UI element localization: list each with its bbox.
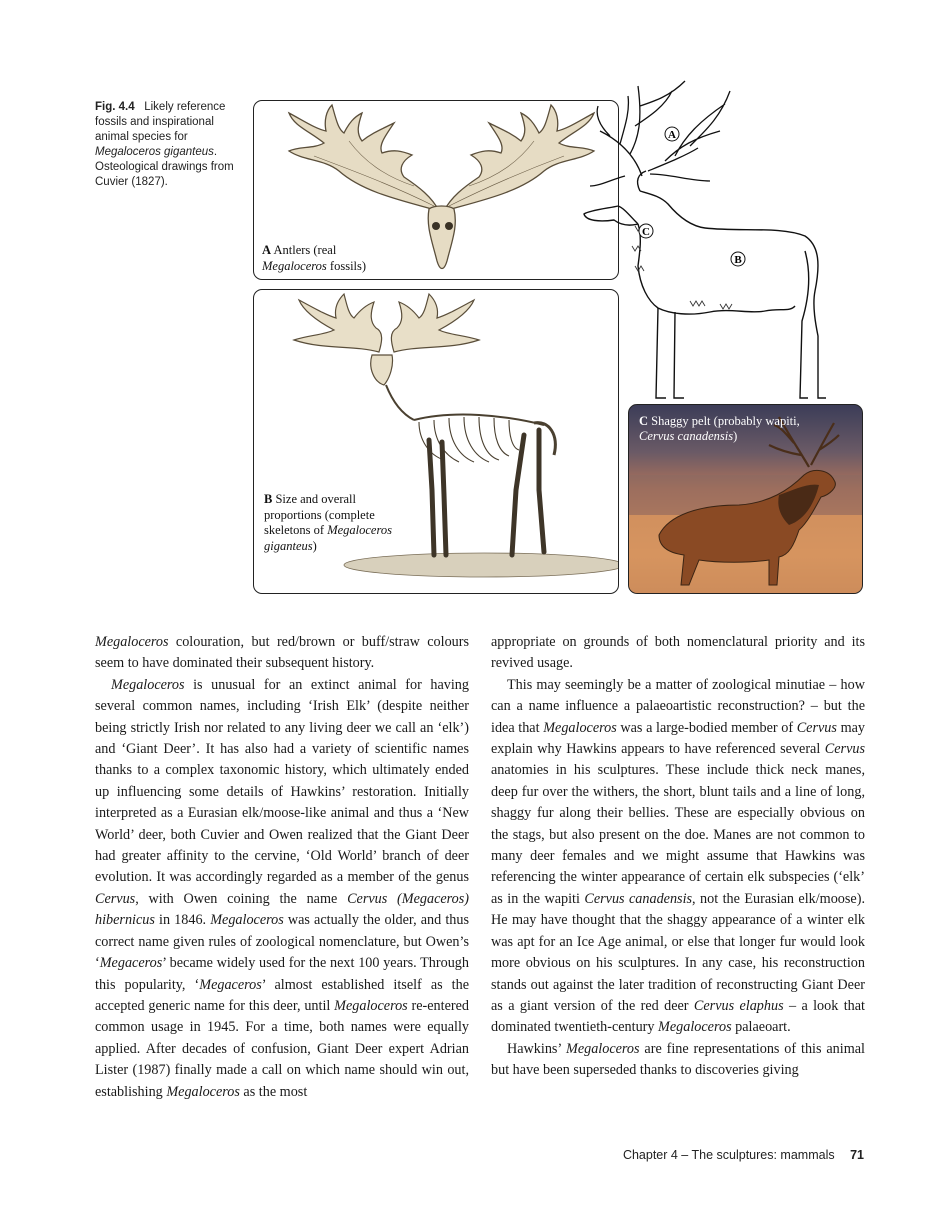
panel-a-antlers (253, 100, 619, 280)
page-footer (623, 1148, 864, 1162)
panel-c-text: Shaggy pelt (probably wapiti, (651, 414, 800, 428)
caption-text: Likely reference fossils and inspirational animal species for (95, 101, 226, 143)
body-paragraph: Hawkins’ Megaloceros are fine representations of this animal but have been superseded thanks to discoveries giving (491, 1040, 865, 1079)
panel-b-label (264, 492, 399, 554)
panel-c-tail: ) (733, 429, 738, 443)
panel-b-species: Megaloceros giganteus (264, 523, 392, 553)
marker-b: B (734, 254, 742, 266)
caption-tail: . Osteological drawings from Cuvier (1827). (95, 146, 234, 188)
panel-c-label (639, 414, 800, 444)
panel-a-label (262, 243, 366, 274)
panel-c-letter: C (639, 414, 649, 428)
deer-outline-drawing (580, 76, 840, 406)
figure-caption (95, 100, 240, 190)
panel-a-species: Megaloceros (262, 258, 327, 273)
panel-c-species: Cervus canadensis (639, 429, 734, 443)
marker-c: C (642, 226, 650, 238)
panel-a-tail: fossils) (329, 258, 367, 273)
body-paragraph: appropriate on grounds of both nomenclatural priority and its revived usage. (491, 634, 865, 672)
panel-b-text: Size and overall proportions (complete skeletons of (264, 492, 375, 537)
body-column-right (491, 632, 865, 1082)
body-paragraph: This may seemingly be a matter of zoological minutiae – how can a name influence a palaeoartistic reconstruction? – but the idea that Megaloceros was a large-bodied member of Cervus may explain why Hawkins appears to have referenced several Cervus anatomies in his sculptures. These include thick neck manes, deep fur over the withers, the short, blunt tails and a line of long, shaggy fur along their bellies. These are especially obvious on the stags, but also present on the doe. Manes are not common to many deer females and we might assume that Hawkins was referencing the winter appearance of certain elk subspecies (‘elk’ as in the wapiti Cervus canadensis, not the Eurasian elk/moose). He may have thought that the shaggy appearance of a winter elk was apt for an Ice Age animal, or else that longer fur would look more obvious on his sculptures. In any case, his reconstruction stands out against the later tradition of reconstructing Giant Deer as a giant version of the red deer Cervus elaphus – a look that dominated twentieth-century Megaloceros palaeoart. (491, 676, 865, 1036)
page-number: 71 (850, 1148, 864, 1162)
caption-species: Megaloceros giganteus (95, 146, 214, 158)
marker-a: A (668, 129, 676, 141)
figure-number: Fig. 4.4 (95, 101, 135, 113)
panel-b-skeleton (253, 289, 619, 594)
body-paragraph: Megaloceros is unusual for an extinct animal for having several common names, including ‘Irish Elk’ (despite neither being strictly Irish nor related to any living deer we call an ‘elk’) and ‘Giant Deer’. It has also had a variety of scientific names thanks to a complex taxonomic history, which ultimately ended up influencing some details of Hawkins’ restoration. Initially interpreted as a Eurasian elk/moose-like animal and thus a ‘New World’ deer, both Cuvier and Owen realized that the Giant Deer had greater affinity to the cervine, ‘Old World’ branch of deer evolution. It was accordingly regarded as a member of the genus Cervus, with Owen coining the name Cervus (Megaceros) hibernicus in 1846. Megaloceros was actually the older, and thus correct name given rules of zoological nomenclature, but Owen’s ‘Megaceros’ became widely used for the next 100 years. Through this popularity, ‘Megaceros’ almost established itself as the accepted generic name for this deer, until Megaloceros re-entered common usage in 1945. For a time, both names were equally applied. After decades of confusion, Giant Deer expert Adrian Lister (1987) finally made a call on which name should win out, establishing Megaloceros as the most (95, 676, 470, 1100)
panel-c-photo (628, 404, 863, 594)
chapter-title: Chapter 4 – The sculptures: mammals (622, 1148, 835, 1162)
panel-a-text: Antlers (real (273, 243, 337, 257)
panel-b-letter: B (264, 492, 273, 506)
panel-b-tail: ) (312, 538, 317, 553)
body-column-left (95, 632, 469, 1103)
panel-a-letter: A (262, 243, 272, 257)
body-paragraph: Megaloceros colouration, but red/brown or buff/straw colours seem to have dominated their subsequent history. (95, 634, 469, 672)
